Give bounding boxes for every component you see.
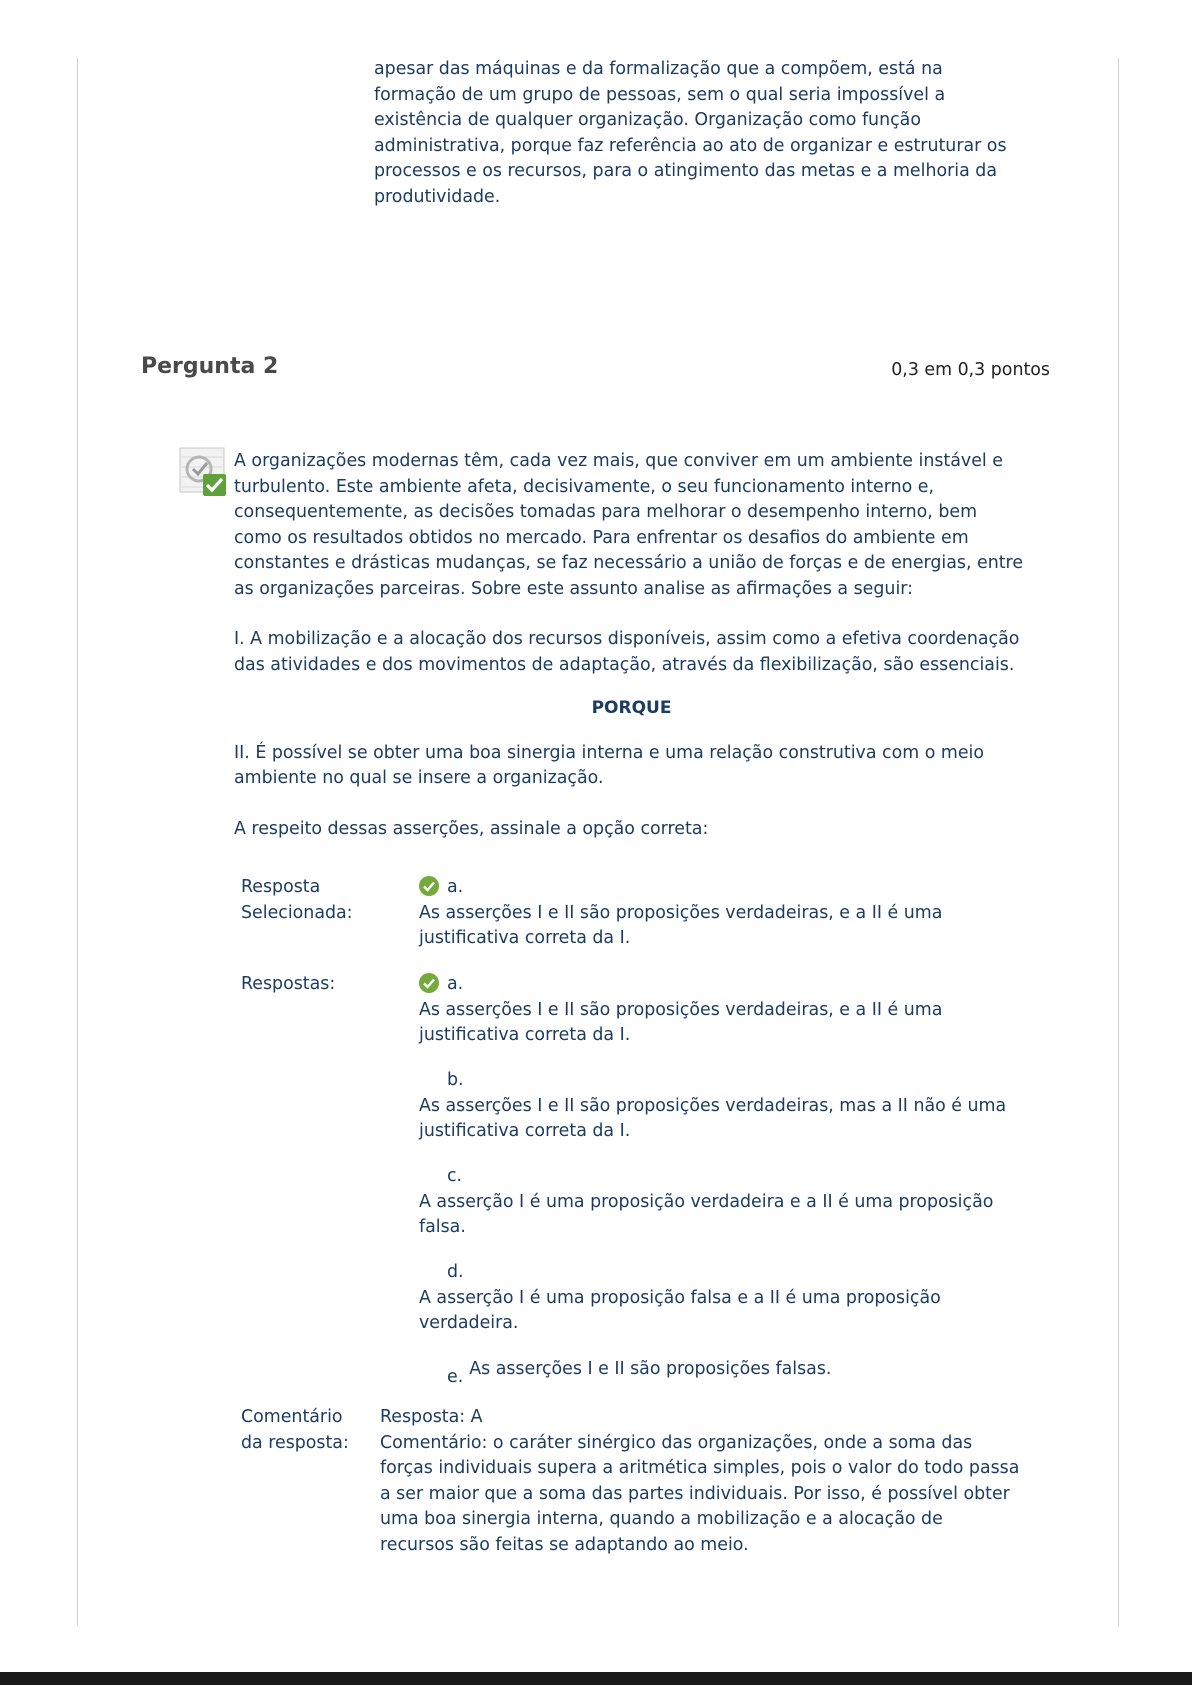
selected-letter-text: a. [447, 877, 464, 897]
connector-porque: PORQUE [591, 698, 672, 718]
selected-answer-letter [419, 875, 1019, 901]
feedback-text: Comentário: o caráter sinérgico das organizações, onde a soma das forças individuais supera a aritmética simples, pois o valor do todo passa a ser maior que a soma das partes individuais. Por isso, é possível obter uma boa sinergia interna, quando a mobilização e a alocação de recursos são feitas se adaptando ao meio. [380, 1432, 1020, 1555]
answer-option-a [419, 972, 1019, 1049]
answer-option-b [419, 1068, 1019, 1145]
assertion-2: II. É possível se obter uma boa sinergia interna e uma relação construtiva com o meio ambiente no qual se insere a organização. [234, 742, 984, 788]
correct-answer-icon [179, 447, 229, 499]
answer-option-d [419, 1260, 1019, 1337]
feedback-answer: Resposta: A [380, 1407, 483, 1427]
question-intro: A organizações modernas têm, cada vez mais, que conviver em um ambiente instável e turbulento. Este ambiente afeta, decisivamente, o seu funcionamento interno e, consequentemente, as decisões tomadas para melhorar o desempenho interno, bem como os resultados obtidos no mercado. Para enfrentar os desafios do ambiente em constantes e drásticas mudanças, se faz necessário a união de forças e de energias, entre as organizações parceiras. Sobre este assunto analise as afirmações a seguir: [234, 451, 1024, 599]
answer-letter-text: a. [447, 974, 464, 994]
answer-option-e [447, 1359, 832, 1387]
question-body [234, 449, 1029, 842]
check-circle-icon [419, 876, 439, 896]
answer-option-c [419, 1164, 1019, 1241]
answer-letter: e. [447, 1367, 464, 1387]
answers-label: Respostas: [241, 974, 336, 994]
answer-letter: d. [447, 1262, 464, 1282]
assertion-1: I. A mobilização e a alocação dos recursos disponíveis, assim como a efetiva coordenação das atividades e dos movimentos de adaptação, através da flexibilização, são essenciais. [234, 629, 1020, 675]
question-title: Pergunta 2 [141, 354, 279, 379]
answer-text: A asserção I é uma proposição falsa e a II é uma proposição verdadeira. [419, 1287, 941, 1333]
selected-answer [419, 875, 1019, 952]
question-prompt: A respeito dessas asserções, assinale a opção correta: [234, 818, 709, 839]
right-border [1118, 58, 1119, 1626]
feedback-comment [380, 1405, 1020, 1558]
left-border [77, 58, 78, 1626]
bottom-bar [0, 1672, 1192, 1685]
answer-text: As asserções I e II são proposições falsas. [469, 1359, 832, 1379]
selected-answer-text: As asserções I e II são proposições verdadeiras, e a II é uma justificativa correta da I. [419, 902, 943, 948]
feedback-label-line1: Comentário [241, 1407, 343, 1427]
selected-answer-label [241, 875, 353, 926]
selected-label-line2: Selecionada: [241, 902, 353, 923]
previous-answer-text: apesar das máquinas e da formalização que a compõem, está na formação de um grupo de pessoas, sem o qual seria impossível a existência de qualquer organização. Organização como função administrativa, porque faz referência ao ato de organizar e estruturar os processos e os recursos, para o atingimento das metas e a melhoria da produtividade. [374, 59, 1007, 207]
answer-letter: b. [447, 1070, 464, 1090]
answer-letter: c. [447, 1166, 463, 1186]
answer-text: As asserções I e II são proposições verdadeiras, mas a II não é uma justificativa correta da I. [419, 1095, 1007, 1141]
check-circle-icon [419, 973, 439, 993]
answer-letter [419, 972, 1019, 998]
question-points: 0,3 em 0,3 pontos [891, 360, 1050, 380]
selected-label-line1: Resposta [241, 877, 321, 897]
feedback-label-line2: da resposta: [241, 1432, 349, 1453]
answer-text: A asserção I é uma proposição verdadeira e a II é uma proposição falsa. [419, 1191, 994, 1237]
feedback-label [241, 1405, 349, 1456]
answer-text: As asserções I e II são proposições verdadeiras, e a II é uma justificativa correta da I. [419, 999, 943, 1045]
